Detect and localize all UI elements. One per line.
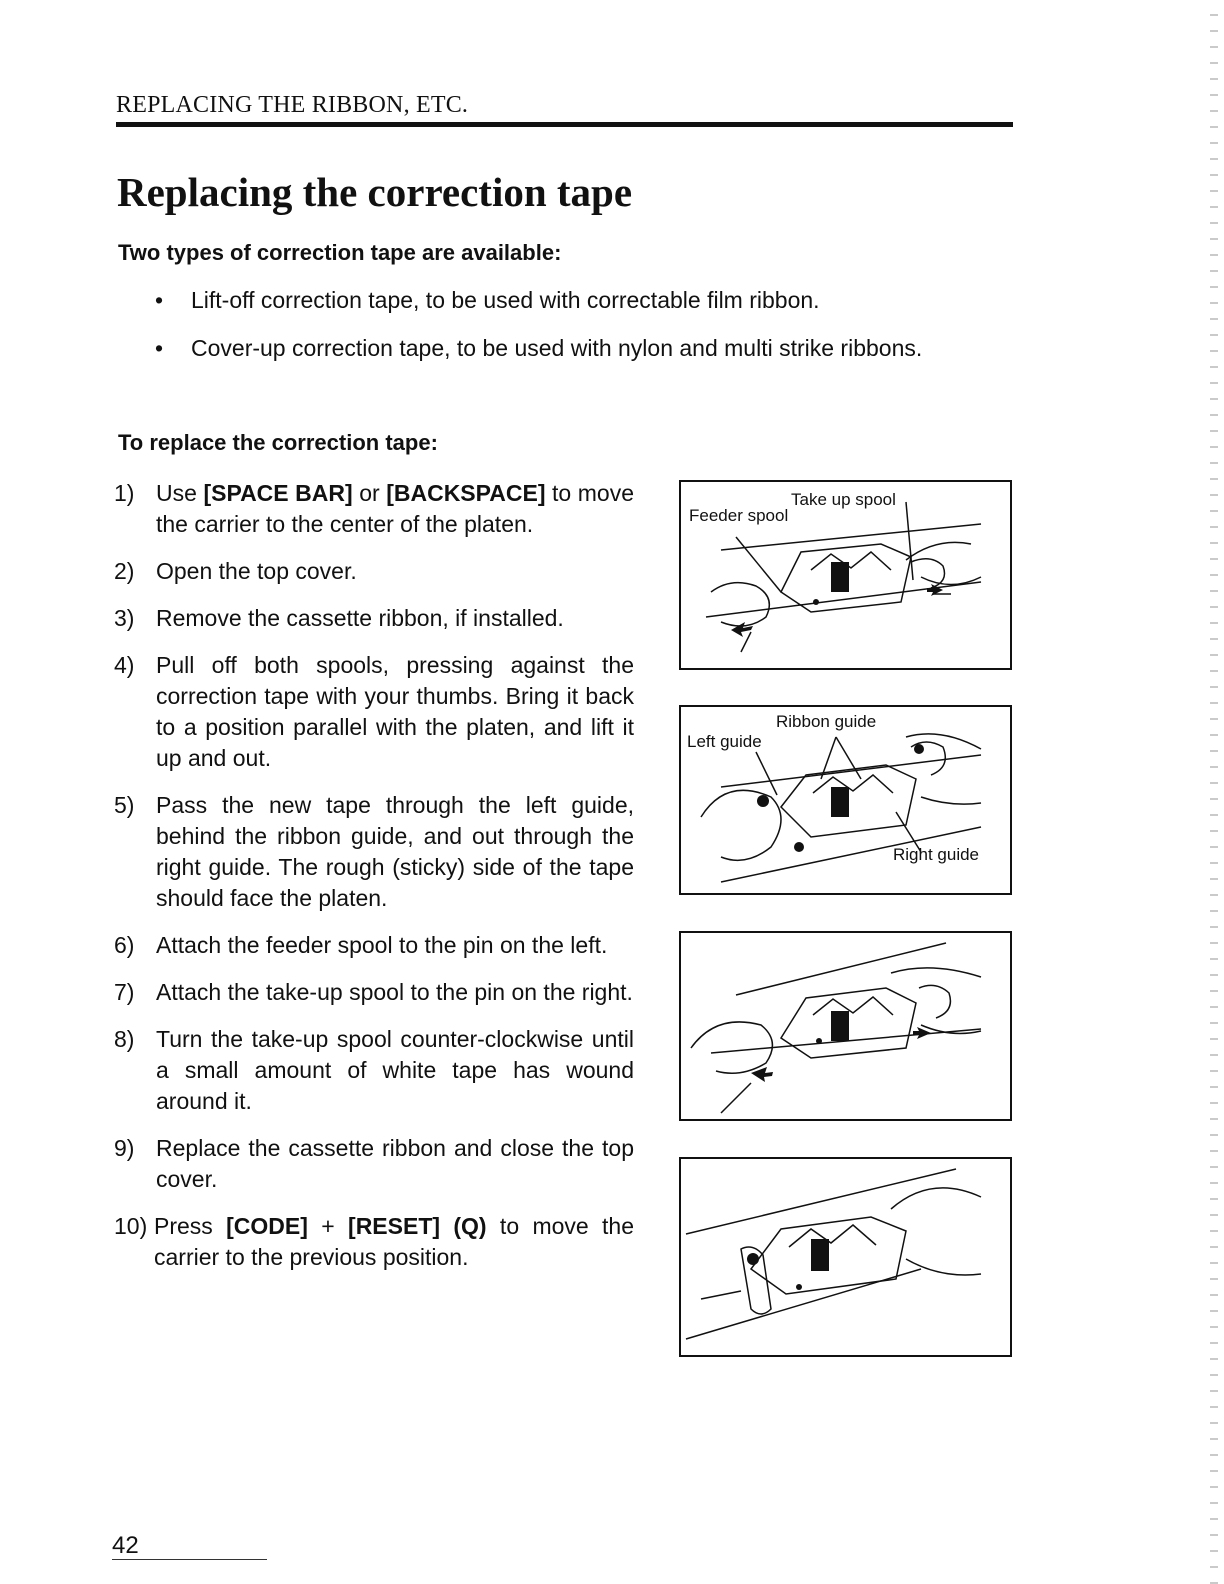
illustration-attach-spools bbox=[681, 933, 1010, 1119]
label-feeder-spool: Feeder spool bbox=[689, 506, 789, 525]
step-10: 10) Press [CODE] + [RESET] (Q) to move the carrier to the previous position. bbox=[114, 1213, 635, 1270]
procedure-steps bbox=[114, 478, 634, 1289]
step-7: 7) Attach the take-up spool to the pin on the right. bbox=[114, 979, 633, 1005]
step-9: 9) Replace the cassette ribbon and close the top cover. bbox=[114, 1135, 634, 1192]
page-number: 42 bbox=[112, 1532, 139, 1559]
figure-attach-spools bbox=[679, 931, 1012, 1121]
label-right-guide: Right guide bbox=[893, 845, 980, 864]
types-heading: Two types of correction tape are available: bbox=[118, 240, 562, 265]
key-backspace: [BACKSPACE] bbox=[386, 480, 546, 506]
label-left-guide: Left guide bbox=[687, 732, 762, 751]
label-take-up-spool: Take up spool bbox=[791, 490, 896, 509]
footer-rule bbox=[112, 1559, 267, 1560]
header-rule bbox=[116, 122, 1013, 127]
key-space-bar: [SPACE BAR] bbox=[203, 480, 353, 506]
bullet-icon: • bbox=[155, 335, 164, 361]
figure-wind-tape bbox=[679, 1157, 1012, 1357]
key-reset: [RESET] bbox=[348, 1213, 441, 1239]
illustration-wind-tape bbox=[681, 1159, 1010, 1355]
step-4: 4) Pull off both spools, pressing against the correction tape with your thumbs. Bring it back to a position parallel with the platen, and lift it up and out. bbox=[114, 652, 634, 771]
label-ribbon-guide: Ribbon guide bbox=[776, 712, 877, 731]
key-q: (Q) bbox=[453, 1213, 487, 1239]
key-code: [CODE] bbox=[226, 1213, 308, 1239]
step-6: 6) Attach the feeder spool to the pin on the left. bbox=[114, 932, 608, 958]
figure-remove-spools bbox=[679, 480, 1012, 670]
step-2: 2) Open the top cover. bbox=[114, 558, 357, 584]
step-8: 8) Turn the take-up spool counter-clockwise until a small amount of white tape has wound around it. bbox=[114, 1026, 634, 1114]
figure-thread-tape bbox=[679, 705, 1012, 895]
bullet-icon: • bbox=[155, 287, 164, 313]
page-edge-marks bbox=[1210, 0, 1218, 1584]
procedure-heading: To replace the correction tape: bbox=[118, 430, 438, 455]
section-header: REPLACING THE RIBBON, ETC. bbox=[116, 92, 469, 118]
step-5: 5) Pass the new tape through the left guide, behind the ribbon guide, and out through the right guide. The rough (sticky) side of the tape should face the platen. bbox=[114, 792, 634, 911]
page-title: Replacing the correction tape bbox=[117, 169, 633, 215]
step-3: 3) Remove the cassette ribbon, if installed. bbox=[114, 605, 564, 631]
step-1: 1) Use [SPACE BAR] or [BACKSPACE] to move the carrier to the center of the platen. bbox=[114, 480, 634, 537]
